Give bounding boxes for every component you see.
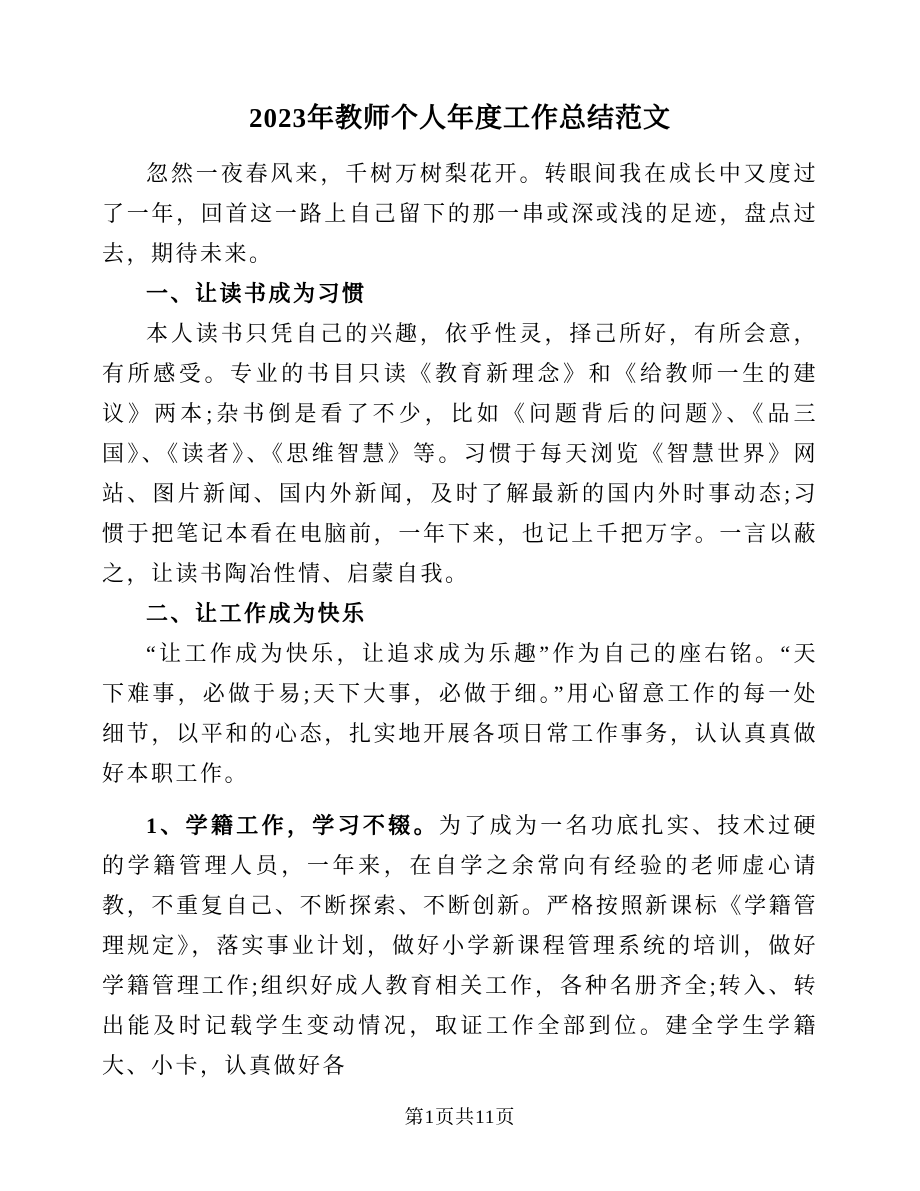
paragraph-intro: 忽然一夜春风来，千树万树梨花开。转眼间我在成长中又度过了一年，回首这一路上自己留下的那一串或深或浅的足迹，盘点过去，期待未来。 (102, 161, 818, 266)
paragraph-student-records (102, 806, 818, 1086)
paragraph-student-records-body: 为了成为一名功底扎实、技术过硬的学籍管理人员，一年来，在自学之余常向有经验的老师虚心请教，不重复自己、不断探索、不断创新。严格按照新课标《学籍管理规定》，落实事业计划，做好小学新课程管理系统的培训，做好学籍管理工作;组织好成人教育相关工作，各种名册齐全;转入、转出能及时记载学生变动情况，取证工作全部到位。建全学生学籍大、小卡，认真做好各 (102, 813, 818, 1078)
document-content (102, 98, 818, 1086)
paragraph-work-motto: “让工作成为快乐，让追求成为乐趣”作为自己的座右铭。“天下难事，必做于易;天下大事，必做于细。”用心留意工作的每一处细节，以平和的心态，扎实地开展各项日常工作事务，认认真真做好本职工作。 (102, 641, 818, 786)
paragraph-reading-habit: 本人读书只凭自己的兴趣，依乎性灵，择己所好，有所会意，有所感受。专业的书目只读《教育新理念》和《给教师一生的建议》两本;杂书倒是看了不少，比如《问题背后的问题》、《品三国》、《读者》、《思维智慧》等。习惯于每天浏览《智慧世界》网站、图片新闻、国内外新闻，及时了解最新的国内外时事动态;习惯于把笔记本看在电脑前，一年下来，也记上千把万字。一言以蔽之，让读书陶冶性情、启蒙自我。 (102, 321, 818, 586)
page-title: 2023年教师个人年度工作总结范文 (249, 103, 671, 133)
section-heading-reading: 一、让读书成为习惯 (146, 281, 367, 306)
paragraph-student-records-lead: 1、学籍工作，学习不辍。 (146, 813, 439, 838)
page-number-footer: 第1页共11页 (404, 1107, 516, 1128)
section-heading-work: 二、让工作成为快乐 (146, 601, 367, 626)
